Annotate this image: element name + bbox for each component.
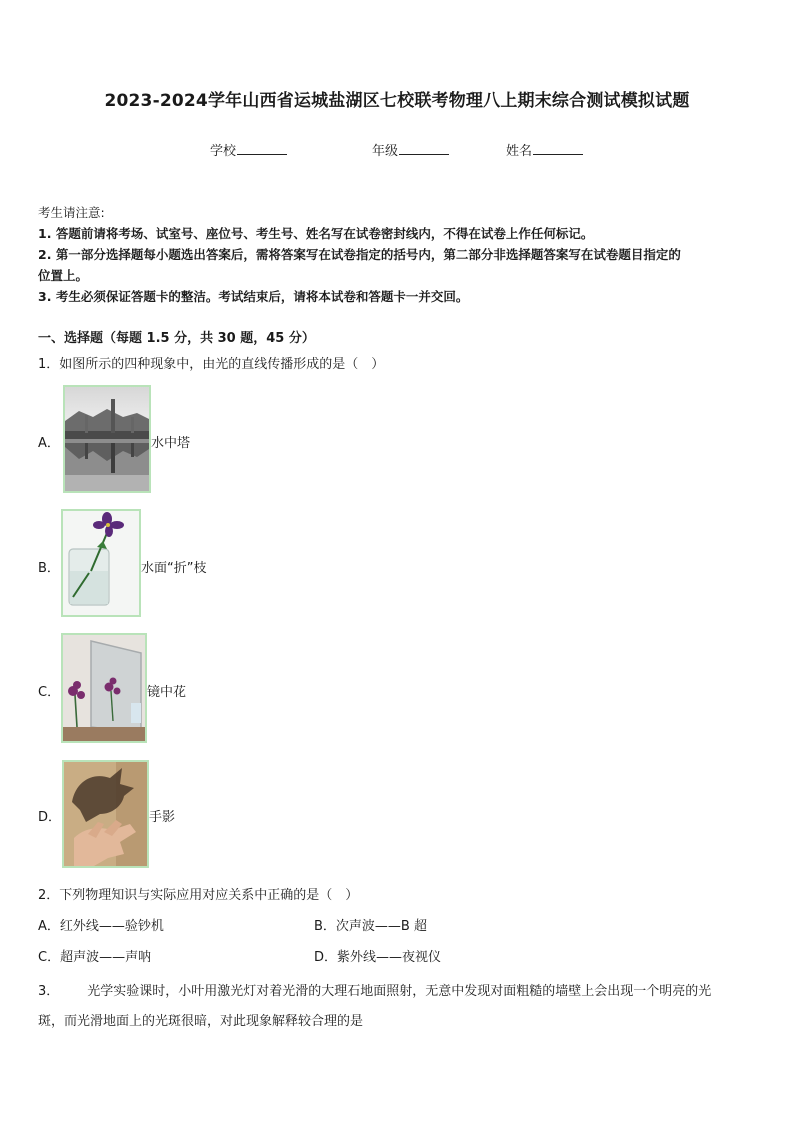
note-3-number: 3.: [38, 289, 52, 304]
question-3-number: 3．: [38, 984, 60, 999]
note-1-text: 答题前请将考场、试室号、座位号、考生号、姓名写在试卷密封线内，不得在试卷上作任何标记。: [55, 226, 594, 241]
exam-notes: [38, 202, 762, 307]
pagoda-reflection-photo: [63, 385, 151, 493]
question-3-line-1: [38, 977, 760, 1007]
q2-option-d: D．紫外线——夜视仪: [314, 950, 442, 965]
school-blank[interactable]: [237, 142, 287, 155]
q2-option-b: B．次声波——B 超: [314, 919, 427, 934]
note-3: [38, 286, 762, 307]
question-3-text-1: 光学实验课时，小叶用激光灯对着光滑的大理石地面照射，无意中发现对面粗糙的墙壁上会出现一个明亮的光: [87, 984, 712, 999]
note-1-number: 1.: [38, 226, 52, 241]
note-1: [38, 223, 762, 244]
note-2-text: 第一部分选择题每小题选出答案后，需将答案写在试卷指定的括号内，第二部分非选择题答案写在试卷题目指定的: [55, 247, 681, 262]
note-2: [38, 244, 762, 265]
question-3-stem: [38, 977, 760, 1037]
hand-shadow-photo: [62, 760, 149, 868]
school-field: [210, 140, 287, 159]
name-label: 姓名: [506, 144, 533, 159]
grade-label: 年级: [372, 144, 399, 159]
q1-option-c-label: C．: [38, 685, 61, 700]
grade-blank[interactable]: [399, 142, 449, 155]
note-2-continued: 位置上。: [38, 268, 89, 283]
bent-stem-photo: [61, 509, 141, 617]
question-2-stem: 2．下列物理知识与实际应用对应关系中正确的是（ ）: [38, 888, 359, 903]
name-blank[interactable]: [533, 142, 583, 155]
q1-option-a-caption: 水中塔: [151, 436, 191, 451]
notes-heading: 考生请注意:: [38, 205, 105, 220]
q2-option-c: C．超声波——声呐: [38, 950, 152, 965]
section-heading: 一、选择题（每题 1.5 分，共 30 题，45 分）: [38, 331, 315, 346]
exam-title: 2023-2024学年山西省运城盐湖区七校联考物理八上期末综合测试模拟试题: [104, 91, 690, 111]
question-3-line-2: 斑，而光滑地面上的光斑很暗，对此现象解释较合理的是: [38, 1014, 364, 1029]
q1-option-d-caption: 手影: [149, 810, 176, 825]
school-label: 学校: [210, 144, 237, 159]
q1-option-b-label: B．: [38, 561, 60, 576]
note-2-number: 2.: [38, 247, 52, 262]
q1-option-c-caption: 镜中花: [147, 685, 187, 700]
mirror-flower-photo: [61, 633, 147, 743]
q1-option-d-label: D．: [38, 810, 62, 825]
note-3-text: 考生必须保证答题卡的整洁。考试结束后，请将本试卷和答题卡一并交回。: [55, 289, 469, 304]
name-field: [506, 140, 583, 159]
question-1-stem: 1．如图所示的四种现象中，由光的直线传播形成的是（ ）: [38, 357, 385, 372]
q1-option-b-caption: 水面“折”枝: [141, 561, 207, 576]
q2-option-a: A．红外线——验钞机: [38, 919, 164, 934]
grade-field: [372, 140, 449, 159]
q1-option-a-label: A．: [38, 436, 60, 451]
